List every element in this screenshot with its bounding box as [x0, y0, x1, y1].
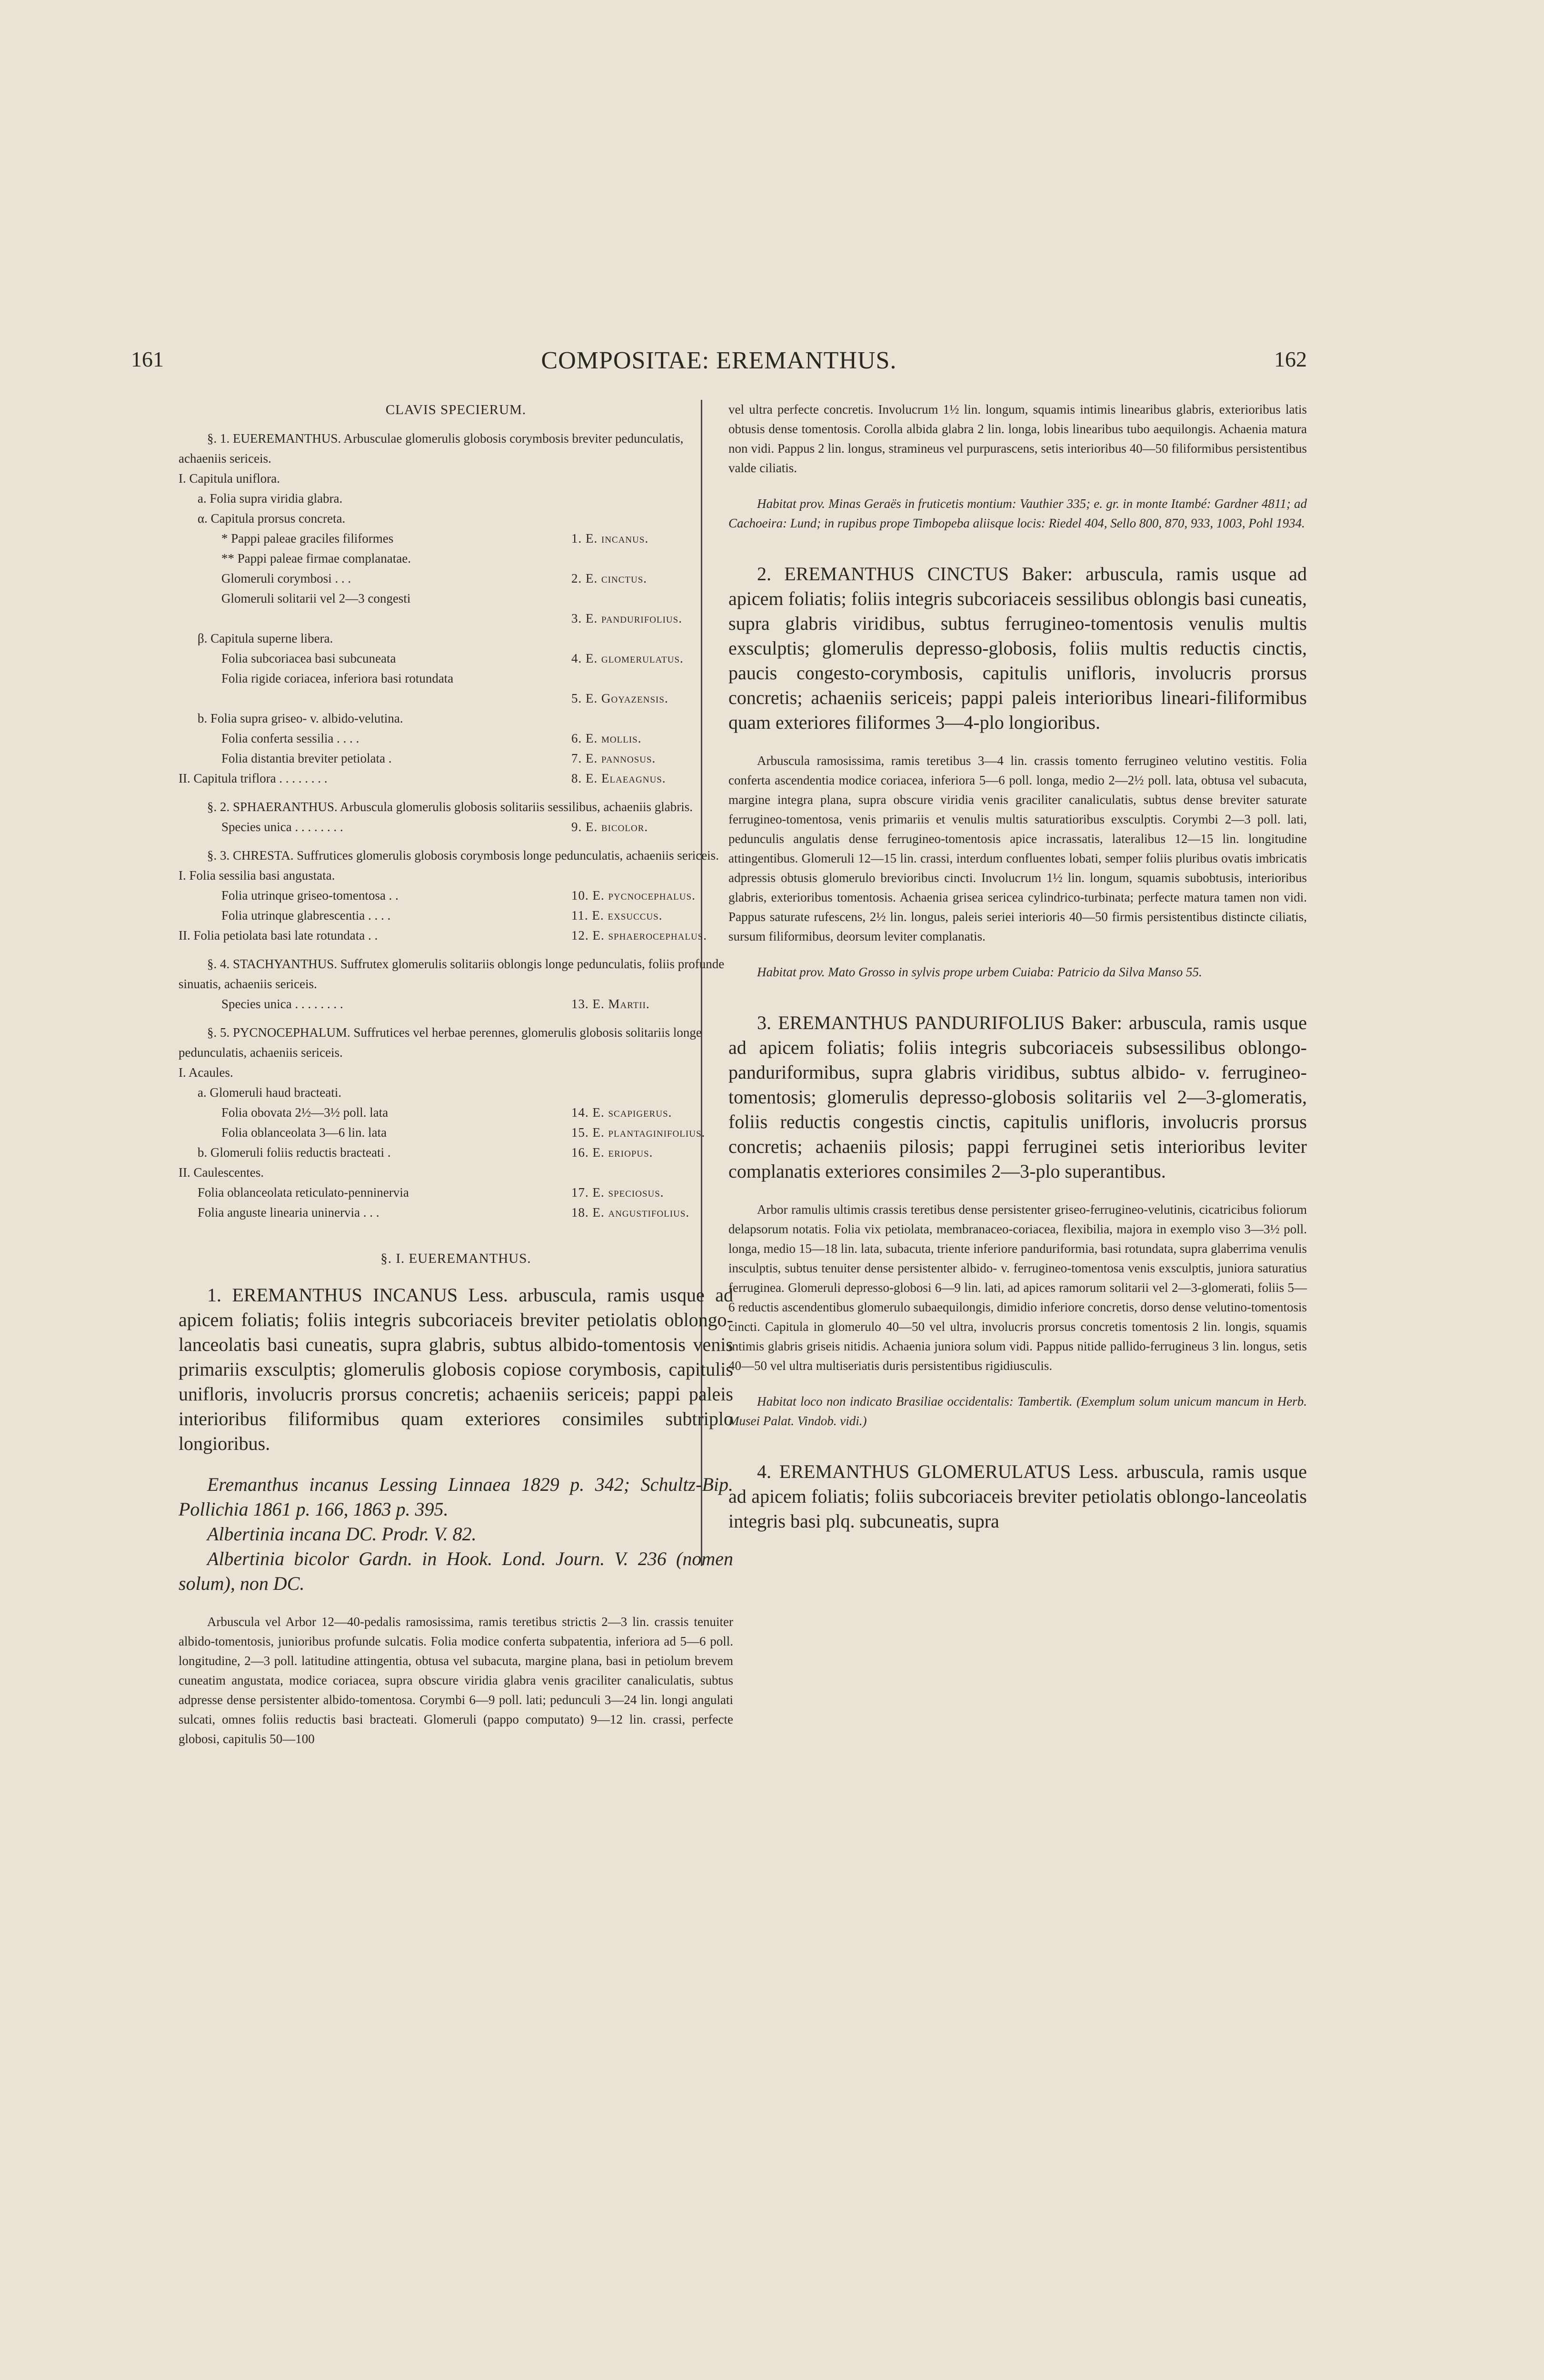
key-line: I. Folia sessilia basi angustata.: [179, 868, 335, 883]
left-page-number: 161: [131, 347, 164, 371]
species-detail: Arbuscula vel Arbor 12—40-pedalis ramosissima, ramis teretibus strictis 2—3 lin. crassis tenuiter albido-tomentosis, junioribus profunde sulcatis. Folia modice conferta subpatentia, inferiora ad 5—6 poll. longitudine, 2—3 poll. latitudine attingentia, obtusa vel subacuta, margine plana, basi in petiolum brevem cuneatim angustata, modice coriacea, supra obscure viridia glabra venis graciliter canaliculatis, subtus adpresse dense persistenter albido-tomentosa. Corymbi 6—9 poll. lati; pedunculi 3—24 lin. longi angulati sulcati, omnes foliis reductis basi bracteati. Glomeruli (pappo computato) 9—12 lin. crassi, perfecte globosi, capitulis 50—100: [179, 1615, 733, 1746]
key-line: Folia rigide coriacea, inferiora basi rotundata: [221, 671, 454, 685]
key-species: 6. E. mollis.: [571, 731, 642, 745]
key-species: 18. E. angustifolius.: [571, 1205, 690, 1220]
right-page-number: 162: [1274, 347, 1307, 371]
key-line: Glomeruli solitarii vel 2—3 congesti: [221, 591, 411, 605]
right-column: [728, 400, 1307, 1534]
habitat: Habitat prov. Mato Grosso in sylvis prope urbem Cuiaba: Patricio da Silva Manso 55.: [757, 965, 1202, 979]
key-line: Folia oblanceolata reticulato-penninervia: [198, 1185, 409, 1200]
species-description: 1. EREMANTHUS INCANUS Less. arbuscula, ramis usque ad apicem foliatis; foliis integris subcoriaceis breviter petiolatis oblongo-lanceolatis basi cuneatis, supra glabris, subtus albido-tomentosis venis primariis exsculptis; glomerulis globosis copiose corymbosis, capitulis unifloris, involucris prorsus concretis; achaeniis sericeis; pappi paleis interioribus filiformibus quam exteriores consimiles subtriplo longioribus.: [179, 1284, 733, 1454]
species-description: 3. EREMANTHUS PANDURIFOLIUS Baker: arbuscula, ramis usque ad apicem foliatis; foliis integris subcoriaceis subsessilibus oblongo-panduriformibus, supra glabris viridibus, subtus albido- v. ferrugineo-tomentosis; glomerulis depresso-globosis solitariis vel 2—3-glomeratis, foliis reductis congestis cinctis, capitulis unifloris, involucris prorsus concretis; achaeniis pilosis; pappi ferruginei setis interioribus leviter complanatis exteriores consimiles 2—3-plo superantibus.: [728, 1012, 1307, 1182]
key-entry: [179, 1182, 733, 1202]
species-detail: Arbuscula ramosissima, ramis teretibus 3—4 lin. crassis tomento ferrugineo velutino vestitis. Folia conferta ascendentia modice coriacea, inferiora 5—6 poll. longa, medio 2—2½ poll. lata, obtusa vel subacuta, margine integra plana, supra obscure viridia venis graciliter canaliculatis, subtus dense breviter saturate ferrugineo-tomentosa, venis primariis et venulis multis saturatioribus exsculptis. Corymbi 2—3 poll. lati, pedunculis angulatis dense ferrugineo-tomentosis apice incrassatis, lateralibus 12—15 lin. longitudine attingentibus. Glomeruli 12—15 lin. crassi, interdum confluentes lobati, semper foliis pluribus ovatis imbricatis adpressis obtusis glomerulo brevioribus cincti. Involucrum 1½ lin. longum, squamis subobtusis, interioribus glabris, exterioribus tomentosis. Achaenia grisea sericea cylindrico-turbinata; perfecte matura tamen non vidi. Pappus saturate rufescens, 2½ lin. longus, paleis seriei interioris 40—50 firmis persistentibus distincte ciliatis, sursum filiformibus, deorsum leviter complanatis.: [728, 754, 1307, 943]
key-line: β. Capitula superne libera.: [198, 631, 333, 645]
key-line: ** Pappi paleae firmae complanatae.: [221, 551, 411, 565]
key-line: Species unica . . . . . . . .: [221, 997, 343, 1011]
key-title: CLAVIS SPECIERUM.: [385, 402, 527, 417]
key-section-heading: §. 4. STACHYANTHUS. Suffrutex glomerulis solitariis oblongis longe pedunculatis, foliis profunde sinuatis, achaeniis sericeis.: [179, 957, 725, 991]
synonym: Albertinia bicolor Gardn. in Hook. Lond. Journ. V. 236 (nomen solum), non DC.: [179, 1548, 733, 1594]
key-line: Glomeruli corymbosi . . .: [221, 571, 351, 585]
key-entry: [179, 748, 733, 768]
key-species: 8. E. Elaeagnus.: [571, 771, 666, 785]
key-species: 2. E. cinctus.: [571, 571, 647, 585]
synonym: Eremanthus incanus Lessing Linnaea 1829 p. 342; Schultz-Bip. Pollichia 1861 p. 166, 1863 p. 395.: [179, 1474, 733, 1520]
key-species: 9. E. bicolor.: [571, 820, 648, 834]
key-species: 15. E. plantaginifolius.: [571, 1125, 706, 1140]
key-entry: [179, 728, 733, 748]
running-title: COMPOSITAE: EREMANTHUS.: [541, 347, 897, 374]
key-entry: [179, 994, 733, 1014]
key-species: 14. E. scapigerus.: [571, 1105, 672, 1120]
left-column: [179, 400, 733, 1749]
key-section-heading: §. 5. PYCNOCEPHALUM. Suffrutices vel herbae perennes, glomerulis globosis solitariis longe pedunculatis, achaeniis sericeis.: [179, 1025, 702, 1060]
key-entry: [179, 1202, 733, 1222]
key-line: Folia subcoriacea basi subcuneata: [221, 651, 396, 665]
key-line: Folia utrinque griseo-tomentosa . .: [221, 888, 398, 902]
key-section-heading: §. 2. SPHAERANTHUS. Arbuscula glomerulis globosis solitariis sessilibus, achaeniis glabris.: [207, 800, 693, 814]
key-line: II. Capitula triflora . . . . . . . .: [179, 771, 328, 785]
key-entry: [179, 768, 733, 788]
key-entry: [179, 1102, 733, 1122]
key-section-heading: §. 1. EUEREMANTHUS. Arbusculae glomerulis globosis corymbosis breviter pedunculatis, achaeniis sericeis.: [179, 431, 684, 466]
key-entry: [179, 648, 733, 668]
key-line: Folia obovata 2½—3½ poll. lata: [221, 1105, 388, 1120]
key-line: I. Acaules.: [179, 1065, 233, 1080]
key-species: 1. E. incanus.: [571, 531, 649, 545]
key-entry: [179, 885, 733, 905]
key-section-heading: §. 3. CHRESTA. Suffrutices glomerulis globosis corymbosis longe pedunculatis, achaeniis sericeis.: [207, 848, 719, 863]
key-species: 13. E. Martii.: [571, 997, 650, 1011]
key-line: II. Folia petiolata basi late rotundata . .: [179, 928, 378, 942]
key-species: 16. E. eriopus.: [571, 1145, 653, 1160]
key-line: Folia anguste linearia uninervia . . .: [198, 1205, 379, 1220]
habitat: Habitat prov. Minas Geraës in fruticetis montium: Vauthier 335; e. gr. in monte Itambé: Gardner 4811; ad Cachoeira: Lund; in rupibus prope Timbopeba aliisque locis: Riedel 404, Sello 800, 870, 933, 1003, Pohl 1934.: [728, 496, 1307, 530]
key-species: 3. E. pandurifolius.: [571, 611, 682, 625]
key-line: II. Caulescentes.: [179, 1165, 264, 1180]
key-species: 11. E. exsuccus.: [571, 908, 663, 922]
species-key: [179, 428, 733, 1222]
key-line: b. Folia supra griseo- v. albido-velutina.: [198, 711, 403, 725]
key-line: Species unica . . . . . . . .: [221, 820, 343, 834]
key-line: a. Folia supra viridia glabra.: [198, 491, 343, 506]
key-species: 10. E. pycnocephalus.: [571, 888, 696, 902]
key-line: Folia conferta sessilia . . . .: [221, 731, 359, 745]
species-detail-continued: vel ultra perfecte concretis. Involucrum 1½ lin. longum, squamis intimis linearibus glabris, exterioribus latis obtusis dense tomentosis. Corolla albida glabra 2 lin. longa, lobis linearibus tubo aequilongis. Achaenia matura non vidi. Pappus 2 lin. longus, stramineus vel purpurascens, setis interioribus 40—50 filiformibus persistentibus valde ciliatis.: [728, 402, 1307, 475]
key-entry: [179, 528, 733, 548]
key-entry: [179, 817, 733, 837]
habitat: Habitat loco non indicato Brasiliae occidentalis: Tambertik. (Exemplum solum unicum mancum in Herb. Musei Palat. Vindob. vidi.): [728, 1394, 1307, 1428]
key-entry: [179, 925, 733, 945]
section-title: §. I. EUEREMANTHUS.: [380, 1251, 531, 1266]
page-header: [131, 347, 1307, 380]
key-species: 17. E. speciosus.: [571, 1185, 664, 1200]
key-line: a. Glomeruli haud bracteati.: [198, 1085, 342, 1100]
key-line: Folia oblanceolata 3—6 lin. lata: [221, 1125, 387, 1140]
key-entry: [179, 905, 733, 925]
key-entry: [179, 688, 733, 708]
key-entry: [179, 1122, 733, 1142]
key-species: 12. E. sphaerocephalus.: [571, 928, 707, 942]
key-entry: [179, 568, 733, 588]
species-description: 4. EREMANTHUS GLOMERULATUS Less. arbuscula, ramis usque ad apicem foliatis; foliis subcoriaceis breviter petiolatis oblongo-lanceolatis integris basi plq. subcuneatis, supra: [728, 1461, 1307, 1532]
key-line: b. Glomeruli foliis reductis bracteati .: [198, 1145, 391, 1160]
key-species: 7. E. pannosus.: [571, 751, 656, 765]
key-species: 5. E. Goyazensis.: [571, 691, 668, 705]
key-species: 4. E. glomerulatus.: [571, 651, 684, 665]
species-detail: Arbor ramulis ultimis crassis teretibus dense persistenter griseo-ferrugineo-velutinis, cicatricibus foliorum delapsorum notatis. Folia vix petiolata, membranaceo-coriacea, flexibilia, majora in exemplo viso 3—3½ poll. longa, medio 15—18 lin. lata, subacuta, triente inferiore panduriformia, basi rotundata, supra glaberrima venulis insculptis, subtus tenuiter dense persistenter albido- v. ferrugineo-tomentosa venis exsculptis, juniora saturatius ferruginea. Glomeruli depresso-globosi 6—9 lin. lati, ad apices ramorum solitarii vel 2—3-glomerati, foliis 5—6 reductis ascendentibus glomerulo subaequilongis, dimidio inferiore concretis, dorso dense velutino-tomentosis cincti. Capitula in glomerulo 40—50 vel ultra, involucris prorsus concretis tomentosis 2 lin. longis, squamis intimis glabris griseis nitidis. Achaenia juniora solum vidi. Pappus nitide pallido-ferrugineus 3 lin. longus, setis 40—50 vel ultra multiseriatis duris persistentibus rigidiusculis.: [728, 1202, 1307, 1373]
key-line: * Pappi paleae graciles filiformes: [221, 531, 394, 545]
key-line: α. Capitula prorsus concreta.: [198, 511, 346, 526]
synonym: Albertinia incana DC. Prodr. V. 82.: [207, 1523, 477, 1545]
key-line: Folia utrinque glabrescentia . . . .: [221, 908, 391, 922]
key-line: I. Capitula uniflora.: [179, 471, 280, 486]
species-description: 2. EREMANTHUS CINCTUS Baker: arbuscula, ramis usque ad apicem foliatis; foliis integris subcoriaceis sessilibus oblongis basi cuneatis, supra glabris viridibus, subtus ferrugineo-tomentosis venulis multis exsculptis; glomerulis depresso-globosis, foliis multis reductis cinctis, paucis congesto-corymbosis, capitulis unifloris, involucris prorsus concretis; achaeniis sericeis; pappi paleis interioribus lineari-filiformibus quam exteriores filiformes 3—4-plo longioribus.: [728, 563, 1307, 733]
key-line: Folia distantia breviter petiolata .: [221, 751, 392, 765]
key-entry: [179, 608, 733, 628]
key-entry: [179, 1142, 733, 1162]
